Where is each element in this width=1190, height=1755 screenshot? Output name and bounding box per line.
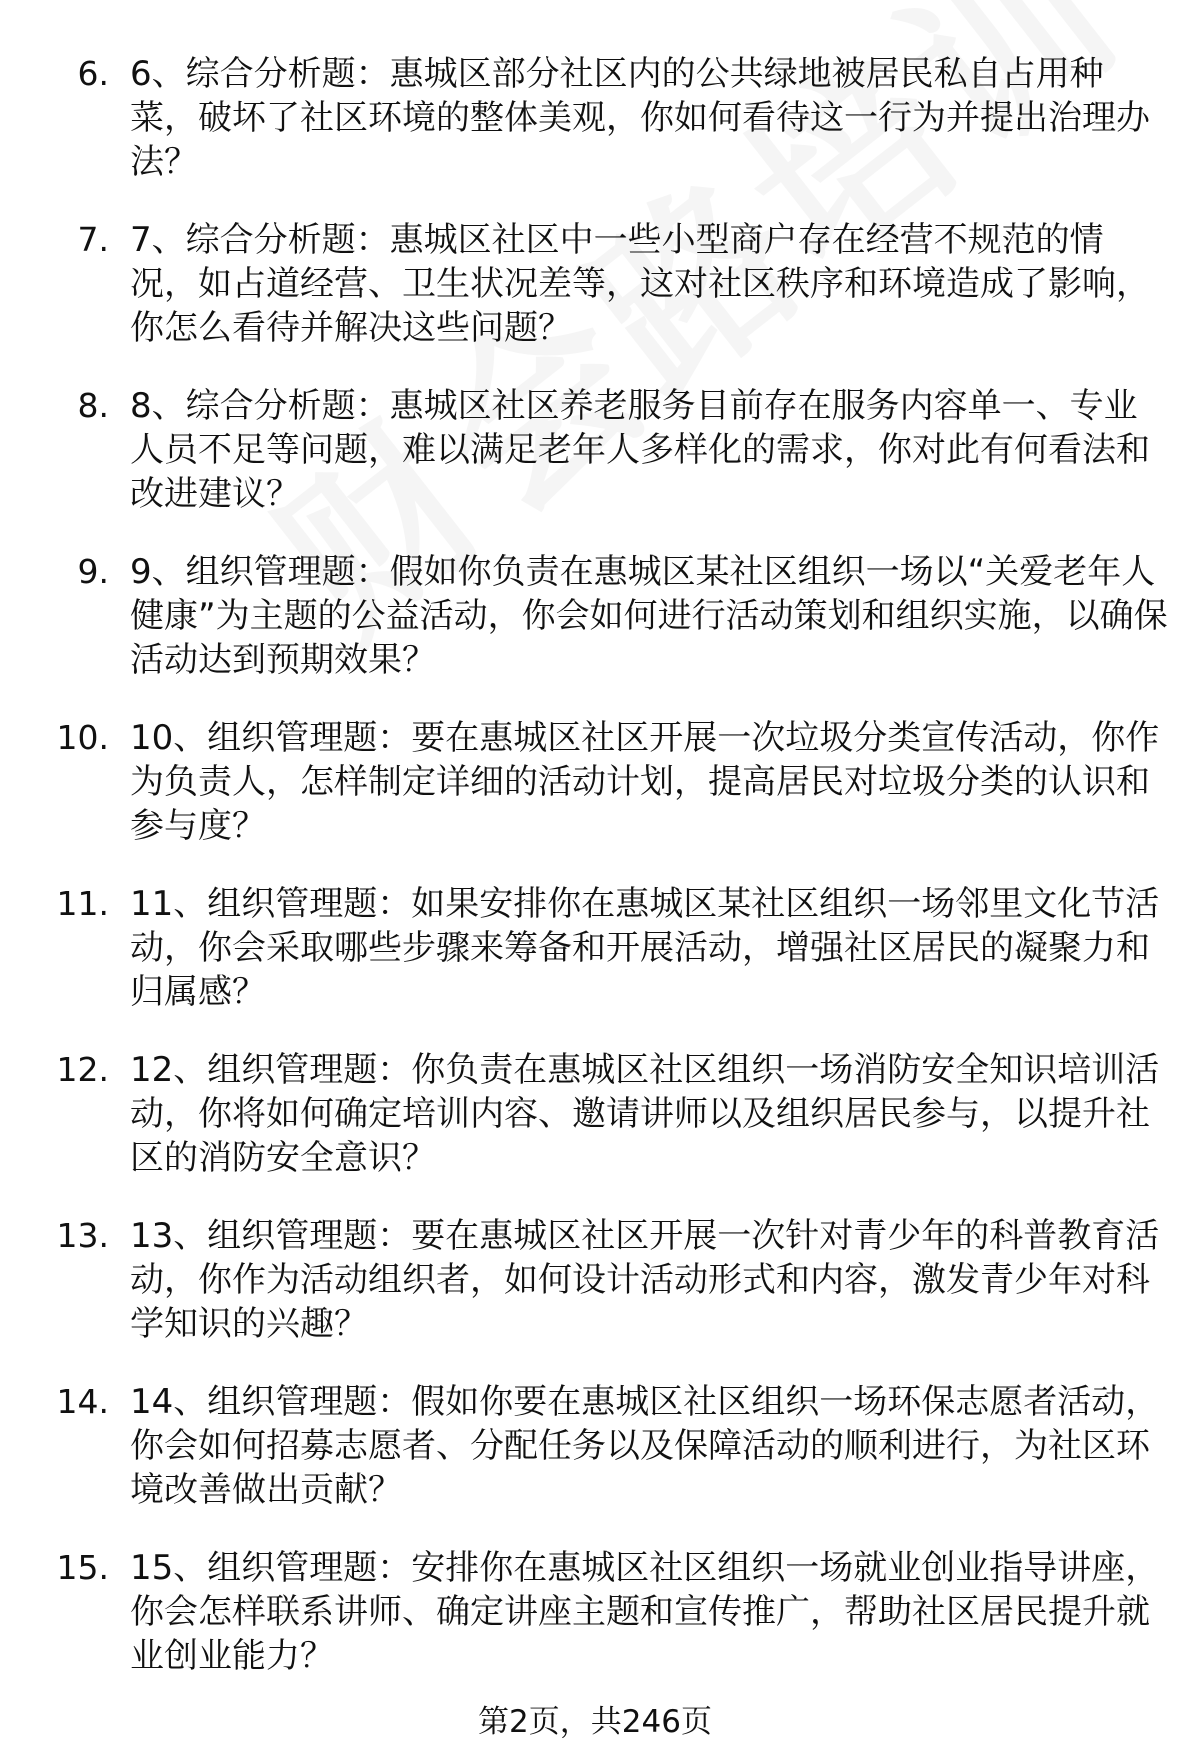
item-number: 11.	[56, 884, 109, 923]
item-number: 15.	[56, 1548, 109, 1587]
question-text: 11、组织管理题：如果安排你在惠城区某社区组织一场邻里文化节活动，你会采取哪些步骤来筹备和开展活动，增强社区居民的凝聚力和归属感？	[130, 884, 1160, 1012]
item-number: 13.	[56, 1216, 109, 1255]
question-text: 12、组织管理题：你负责在惠城区社区组织一场消防安全知识培训活动，你将如何确定培训内容、邀请讲师以及组织居民参与，以提升社区的消防安全意识？	[130, 1050, 1160, 1178]
question-text: 15、组织管理题：安排你在惠城区社区组织一场就业创业指导讲座，你会怎样联系讲师、确定讲座主题和宣传推广，帮助社区居民提升就业创业能力？	[130, 1548, 1160, 1676]
list-item	[0, 882, 1190, 1048]
list-item	[0, 550, 1190, 716]
item-number: 12.	[56, 1050, 109, 1089]
question-text: 14、组织管理题：假如你要在惠城区社区组织一场环保志愿者活动，你会如何招募志愿者、分配任务以及保障活动的顺利进行，为社区环境改善做出贡献？	[130, 1382, 1160, 1510]
list-item	[0, 218, 1190, 384]
list-item	[0, 1380, 1190, 1546]
item-number: 10.	[56, 718, 109, 757]
question-text: 13、组织管理题：要在惠城区社区开展一次针对青少年的科普教育活动，你作为活动组织者，如何设计活动形式和内容，激发青少年对科学知识的兴趣？	[130, 1216, 1160, 1344]
question-text: 7、综合分析题：惠城区社区中一些小型商户存在经营不规范的情况，如占道经营、卫生状况差等，这对社区秩序和环境造成了影响，你怎么看待并解决这些问题？	[130, 220, 1150, 348]
item-number: 9.	[77, 552, 109, 591]
list-item	[0, 52, 1190, 218]
question-text: 10、组织管理题：要在惠城区社区开展一次垃圾分类宣传活动，你作为负责人，怎样制定详细的活动计划，提高居民对垃圾分类的认识和参与度？	[130, 718, 1160, 846]
item-number: 8.	[77, 386, 109, 425]
list-item	[0, 1048, 1190, 1214]
question-text: 9、组织管理题：假如你负责在惠城区某社区组织一场以“关爱老年人健康”为主题的公益活动，你会如何进行活动策划和组织实施，以确保活动达到预期效果？	[130, 552, 1168, 680]
item-number: 7.	[77, 220, 109, 259]
question-text: 6、综合分析题：惠城区部分社区内的公共绿地被居民私自占用种菜，破坏了社区环境的整体美观，你如何看待这一行为并提出治理办法？	[130, 54, 1150, 182]
item-number: 14.	[56, 1382, 109, 1421]
question-text: 8、综合分析题：惠城区社区养老服务目前存在服务内容单一、专业人员不足等问题，难以满足老年人多样化的需求，你对此有何看法和改进建议？	[130, 386, 1150, 514]
list-item	[0, 1546, 1190, 1712]
list-item	[0, 384, 1190, 550]
page-footer: 第2页，共246页	[478, 1704, 712, 1740]
list-item	[0, 716, 1190, 882]
list-item	[0, 1214, 1190, 1380]
item-number: 6.	[77, 54, 109, 93]
question-list	[0, 52, 1190, 1712]
